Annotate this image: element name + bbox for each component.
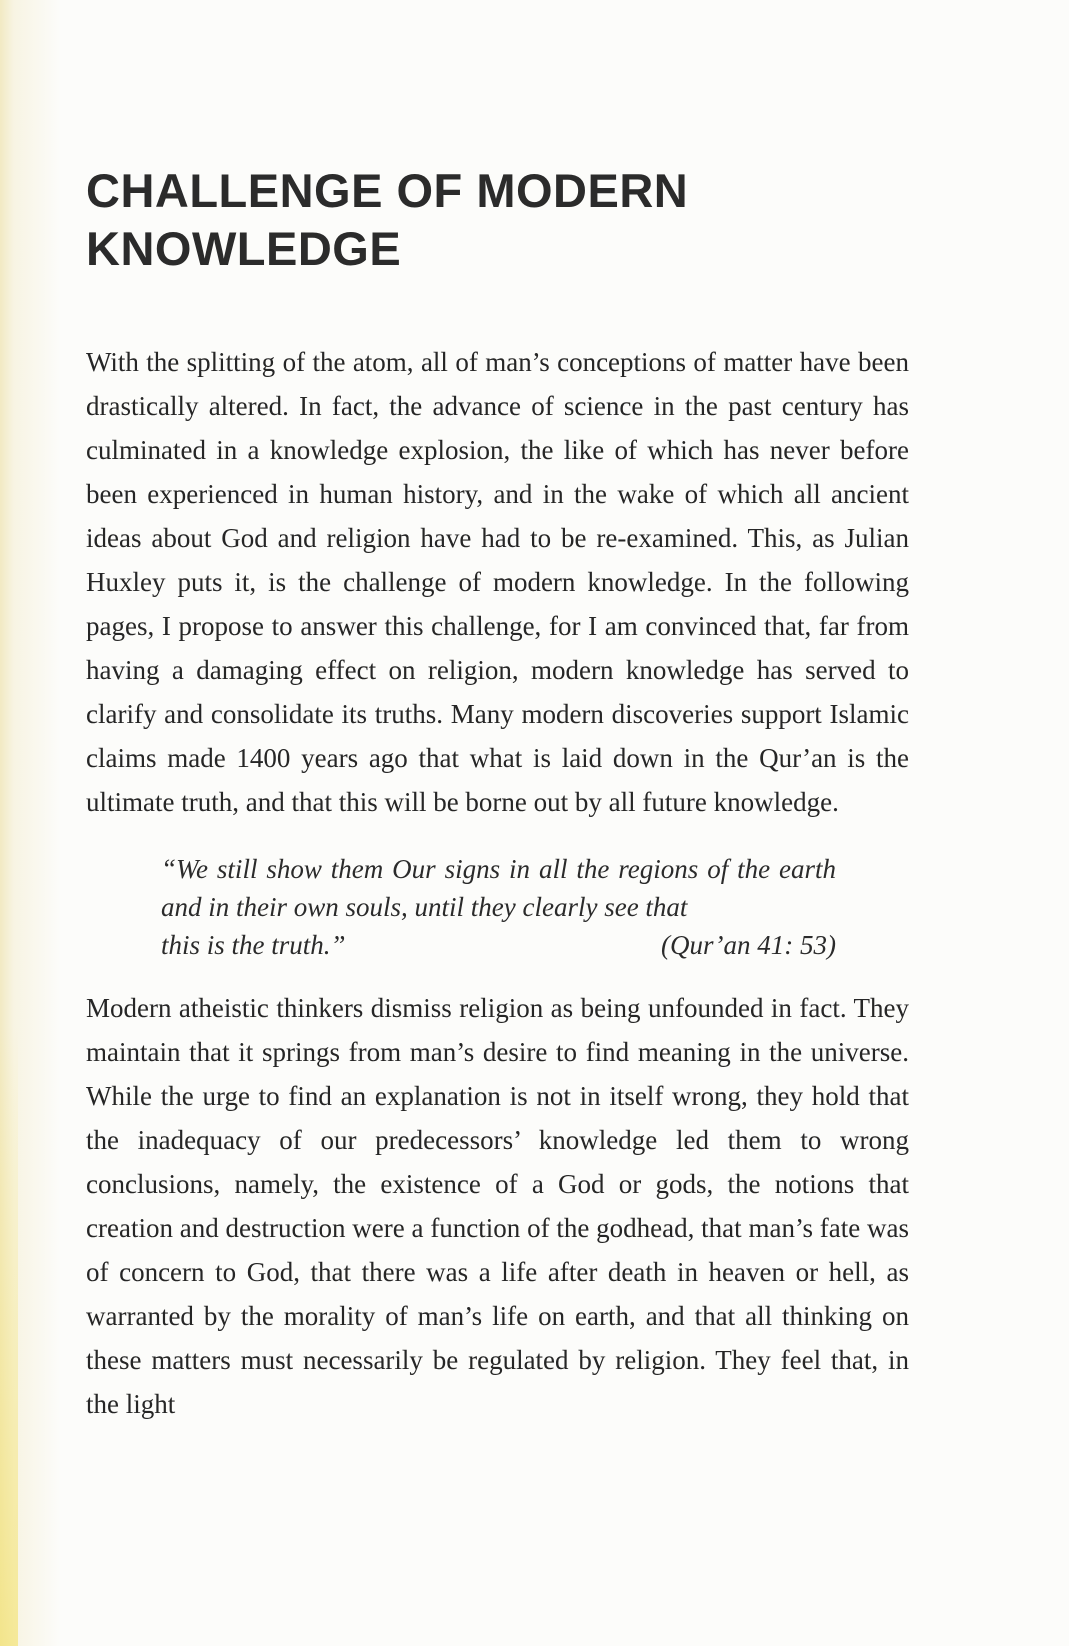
- page-title-line-1: CHALLENGE OF MODERN: [86, 164, 689, 217]
- paragraph-1: With the splitting of the atom, all of man’s conceptions of matter have been drastically altered. In fact, the advance of science in the past century has culminated in a knowledge explosion, the like of which has never before been experienced in human history, and in the wake of which all ancient ideas about God and religion have had to be re-examined. This, as Julian Huxley puts it, is the challenge of modern knowledge. In the following pages, I propose to answer this challenge, for I am convinced that, far from having a damaging effect on religion, modern knowledge has served to clarify and consolidate its truths. Many modern discoveries support Islamic claims made 1400 years ago that what is laid down in the Qur’an is the ultimate truth, and that this will be borne out by all future knowledge.: [86, 347, 909, 817]
- quran-quote-block: [161, 850, 836, 964]
- quote-last-line: this is the truth.”: [161, 930, 346, 960]
- quote-last-line-row: [161, 926, 836, 964]
- quote-citation: (Qur’an 41: 53): [661, 930, 836, 960]
- paragraph-2: Modern atheistic thinkers dismiss religion as being unfounded in fact. They maintain that it springs from man’s desire to find meaning in the universe. While the urge to find an explanation is not in itself wrong, they hold that the inadequacy of our predecessors’ knowledge led them to wrong conclusions, namely, the existence of a God or gods, the notions that creation and destruction were a function of the godhead, that man’s fate was of concern to God, that there was a life after death in heaven or hell, as warranted by the morality of man’s life on earth, and that all thinking on these matters must necessarily be regulated by religion. They feel that, in the light: [86, 993, 909, 1419]
- quote-text: “We still show them Our signs in all the regions of the earth and in their own souls, until they clearly see that: [161, 854, 836, 922]
- page-title-line-2: KNOWLEDGE: [86, 222, 402, 275]
- page-title: [86, 162, 909, 278]
